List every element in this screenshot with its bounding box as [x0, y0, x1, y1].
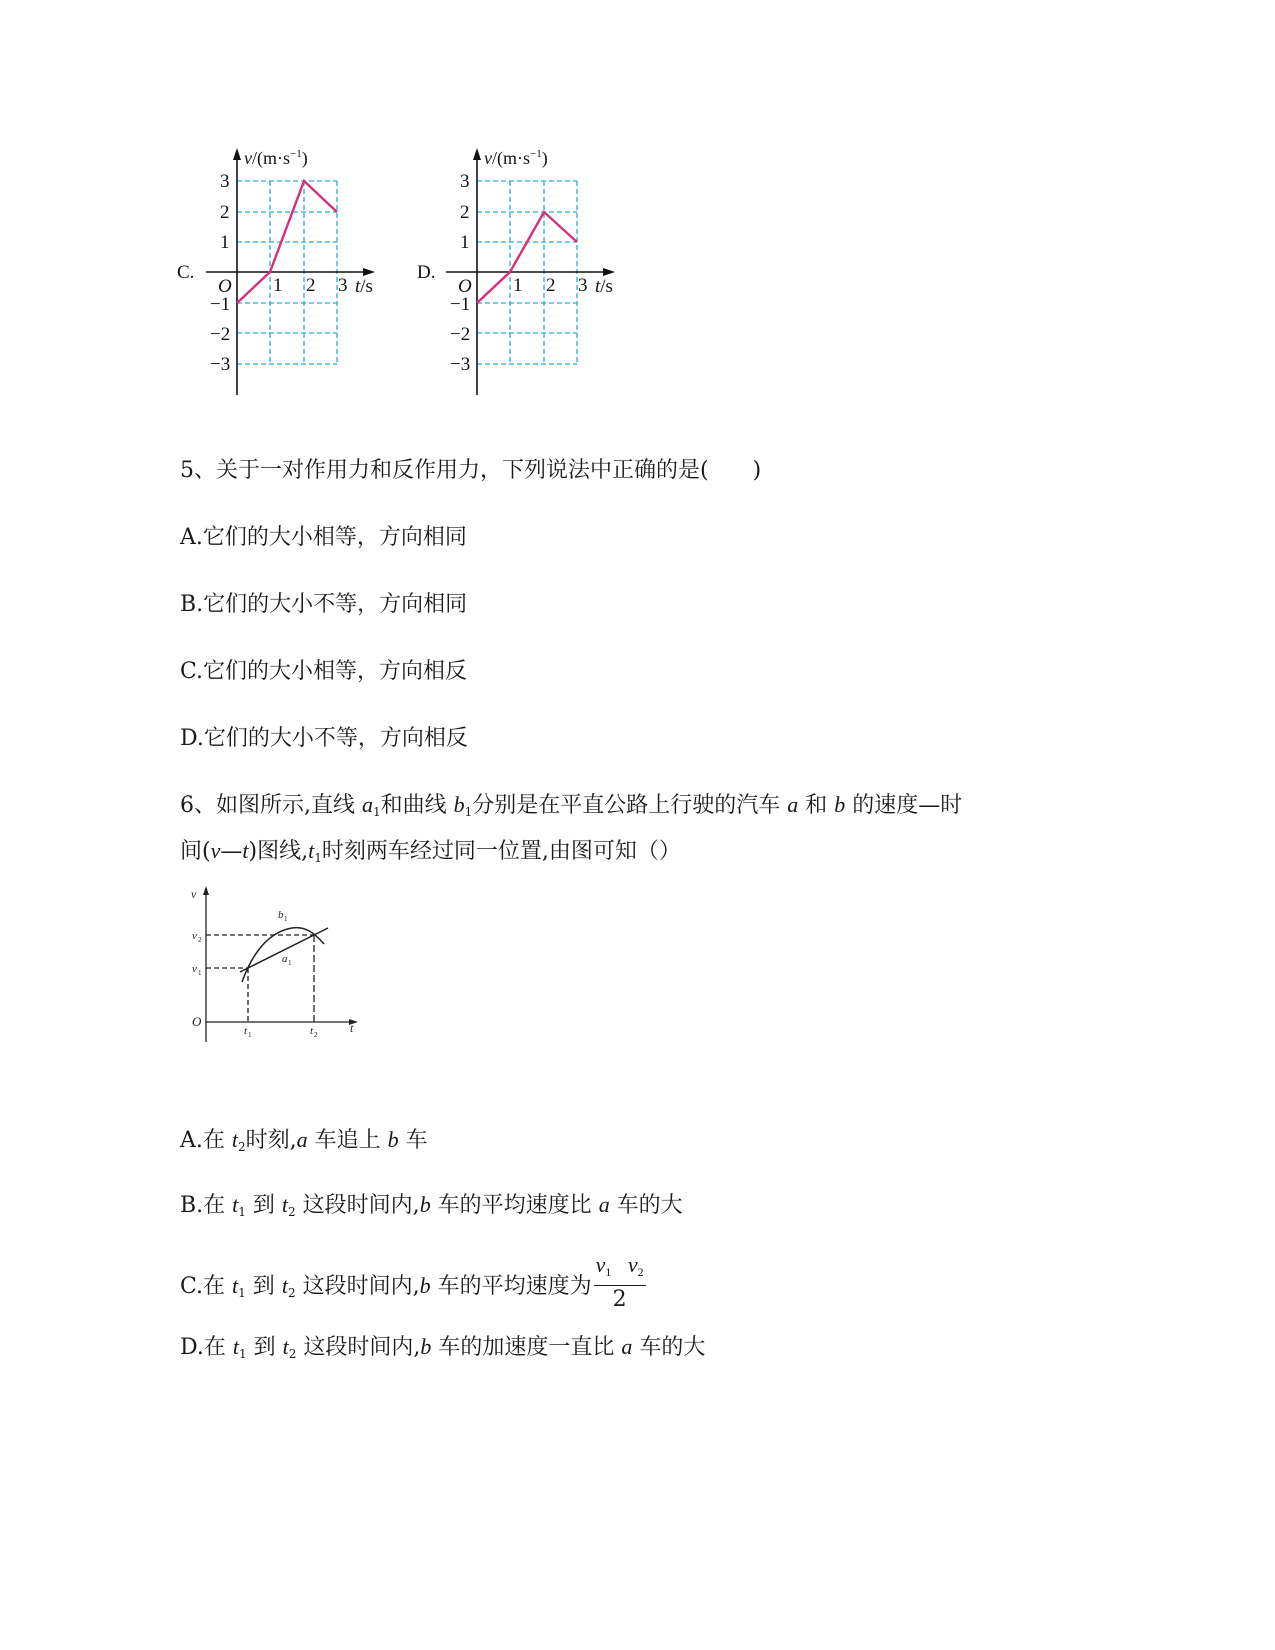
q6-stem-line2 — [180, 836, 681, 873]
q6-text: 时刻两车经过同一位置,由图可知（） — [321, 839, 681, 864]
q6-var-t: t — [281, 1273, 288, 1298]
q6-num-v1: v — [595, 1252, 606, 1277]
q6-sub: 1 — [238, 1347, 247, 1361]
q6-var-b: b — [419, 1273, 431, 1298]
q6-opt-text: 时刻, — [245, 1128, 297, 1153]
q6-origin-label: O — [192, 1014, 202, 1029]
q6-text: 分别是在平直公路上行驶的汽车 — [472, 793, 788, 818]
q6-fraction-numerator — [594, 1252, 646, 1286]
q6-option-a[interactable] — [180, 1125, 428, 1162]
graph-c-option-label: C. — [177, 262, 195, 283]
q6-opt-text: 到 — [245, 1193, 282, 1218]
q6-opt-text: 这段时间内, — [295, 1193, 420, 1218]
q6-v2-sub: 2 — [198, 936, 202, 944]
q6-text: 6、如图所示,直线 — [180, 793, 362, 818]
graph-d-ytick-neg2: −2 — [450, 324, 471, 345]
q6-opt-text: 到 — [245, 1274, 282, 1299]
q6-t1-label: t — [244, 1025, 248, 1037]
q6-opt-text: 车的大 — [609, 1193, 683, 1218]
q6-sub: 2 — [637, 1265, 644, 1279]
q6-opt-text: B.在 — [180, 1193, 233, 1218]
q6-text: 和 — [798, 793, 835, 818]
q6-var-t: t — [231, 1127, 238, 1152]
q6-num-v2: v — [627, 1252, 638, 1277]
q6-var-b: b — [387, 1127, 399, 1152]
graph-c-ytick-3: 3 — [220, 171, 230, 192]
q6-v-axis-label: v — [191, 887, 197, 901]
graph-c-x-axis-label: t/s — [355, 276, 373, 297]
q5-option-d[interactable]: D.它们的大小不等，方向相反 — [180, 726, 468, 751]
q6-var-b: b — [420, 1334, 432, 1359]
q6-v2-label: v — [192, 930, 197, 942]
graph-d-y-axis-label: $v/(m\cdot s^{-1})$ — [484, 148, 548, 168]
graph-c-ytick-neg3: −3 — [210, 354, 231, 375]
q6-opt-text: A.在 — [180, 1128, 232, 1153]
q6-text: — — [220, 839, 243, 864]
graph-d-ytick-neg1: −1 — [450, 294, 471, 315]
q6-var-b: b — [834, 792, 846, 817]
q5-option-c[interactable]: C.它们的大小相等，方向相反 — [180, 659, 468, 684]
q6-opt-text: 车的加速度一直比 — [431, 1335, 622, 1360]
q6-fraction-denominator: 2 — [612, 1287, 627, 1312]
graph-d-xtick-1: 1 — [513, 275, 523, 296]
q6-var-a: a — [296, 1127, 308, 1152]
q6-v-arrow — [203, 886, 209, 895]
q6-opt-text: 车的大 — [632, 1335, 706, 1360]
graph-d-ytick-neg3: −3 — [450, 354, 471, 375]
q6-line-a1-sub: 1 — [288, 959, 292, 967]
graph-c-xtick-1: 1 — [273, 275, 283, 296]
q6-opt-text: 这段时间内, — [296, 1335, 421, 1360]
graph-c — [170, 140, 390, 400]
graph-c-xtick-3: 3 — [338, 275, 348, 296]
q6-v1-sub: 1 — [198, 969, 202, 977]
q6-t1-sub: 1 — [248, 1031, 252, 1039]
graph-d — [410, 140, 630, 400]
graph-d-option-label: D. — [417, 262, 436, 283]
q6-vt-figure — [182, 882, 368, 1048]
q6-sub: 1 — [464, 805, 473, 819]
q6-option-c[interactable] — [180, 1252, 646, 1318]
q6-opt-text: D.在 — [180, 1335, 233, 1360]
q6-sub: 2 — [238, 1140, 246, 1154]
q6-text: 和曲线 — [380, 793, 454, 818]
q6-curve-b1-label: b — [278, 909, 284, 921]
q6-var-v: v — [210, 838, 221, 863]
q6-opt-text: 车 — [398, 1128, 428, 1153]
graph-d-ytick-3: 3 — [460, 171, 470, 192]
graph-d-ytick-1: 1 — [460, 232, 470, 253]
graph-c-x-arrow — [363, 268, 375, 276]
q6-var-t1: t — [308, 838, 315, 863]
q6-sub: 2 — [288, 1347, 297, 1361]
q6-t-axis-label: t — [350, 1021, 354, 1035]
q6-opt-text: 车的平均速度比 — [430, 1193, 599, 1218]
graph-c-ytick-neg1: −1 — [210, 294, 231, 315]
q6-sub: 2 — [287, 1286, 296, 1300]
q6-var-a: a — [598, 1192, 610, 1217]
q6-var-t: t — [242, 838, 249, 863]
graph-c-ytick-2: 2 — [220, 202, 230, 223]
q6-var-b1: b — [453, 792, 465, 817]
q6-v1-label: v — [192, 963, 197, 975]
q6-sub: 1 — [238, 1205, 246, 1219]
q6-text: )图线, — [248, 839, 309, 864]
q5-stem: 5、关于一对作用力和反作用力，下列说法中正确的是( ) — [180, 458, 762, 483]
q5-option-a[interactable]: A.它们的大小相等，方向相同 — [180, 525, 467, 550]
q6-opt-text: 这段时间内, — [295, 1274, 420, 1299]
graph-c-ytick-neg2: −2 — [210, 324, 231, 345]
q6-t2-sub: 2 — [314, 1031, 318, 1039]
q6-var-t: t — [232, 1273, 239, 1298]
graph-d-origin-label: O — [458, 276, 472, 297]
q6-text: 间( — [180, 839, 211, 864]
q6-opt-text: C.在 — [180, 1274, 233, 1299]
q6-line-a1-label: a — [282, 953, 288, 965]
q6-var-t: t — [281, 1192, 289, 1217]
q6-var-t: t — [282, 1334, 289, 1359]
q6-t2-label: t — [310, 1025, 314, 1037]
q6-sub: 1 — [238, 1286, 246, 1300]
q5-option-b[interactable]: B.它们的大小不等，方向相同 — [180, 592, 468, 617]
graph-c-origin-label: O — [218, 276, 232, 297]
graph-c-xtick-2: 2 — [306, 275, 316, 296]
graph-d-xtick-3: 3 — [578, 275, 588, 296]
q6-option-b[interactable] — [180, 1190, 683, 1227]
q6-opt-text: 车的平均速度为 — [430, 1274, 592, 1299]
q6-option-d[interactable] — [180, 1332, 705, 1369]
q6-var-t: t — [232, 1192, 239, 1217]
q6-opt-text: 车追上 — [307, 1128, 388, 1153]
q6-curve-b1-sub: 1 — [284, 915, 288, 923]
graph-d-x-axis-label: t/s — [595, 276, 613, 297]
q6-stem-line1 — [180, 790, 962, 827]
q6-sub: 2 — [288, 1205, 296, 1219]
graph-d-y-arrow — [473, 148, 481, 160]
graph-c-y-axis-label: $v/(m\cdot s^{-1})$ — [244, 148, 308, 168]
q6-var-a: a — [621, 1334, 633, 1359]
q6-average-velocity-fraction — [594, 1252, 646, 1314]
q6-var-b: b — [419, 1192, 431, 1217]
graph-d-x-arrow — [603, 268, 615, 276]
graph-c-ytick-1: 1 — [220, 232, 230, 253]
q6-text: 的速度—时 — [845, 793, 963, 818]
q6-var-a: a — [787, 792, 799, 817]
graph-d-series-line — [477, 212, 577, 303]
graph-d-ytick-2: 2 — [460, 202, 470, 223]
graph-c-y-arrow — [233, 148, 241, 160]
q6-opt-text: 到 — [246, 1335, 283, 1360]
q6-var-a1: a — [361, 792, 373, 817]
q6-sub: 1 — [314, 851, 322, 865]
q6-sub: 1 — [372, 805, 381, 819]
q6-sub: 1 — [605, 1265, 612, 1279]
q6-var-t: t — [232, 1334, 239, 1359]
graph-d-xtick-2: 2 — [546, 275, 556, 296]
